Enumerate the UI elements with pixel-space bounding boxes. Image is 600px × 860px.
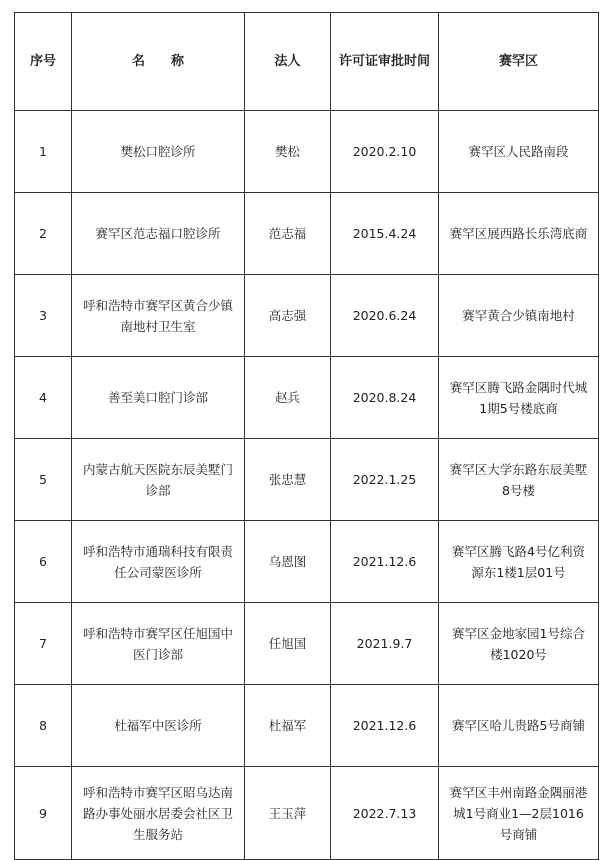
cell-area: 赛罕区腾飞路金隅时代城1期5号楼底商: [439, 357, 599, 439]
cell-area: 赛罕黄合少镇南地村: [439, 275, 599, 357]
cell-name: 善至美口腔门诊部: [72, 357, 245, 439]
cell-no: 8: [15, 685, 72, 767]
table-row: [15, 603, 599, 685]
clinic-registry-table: [14, 12, 599, 860]
cell-no: 1: [15, 111, 72, 193]
cell-date: 2020.2.10: [331, 111, 439, 193]
cell-name: 赛罕区范志福口腔诊所: [72, 193, 245, 275]
header-legal: 法人: [245, 13, 331, 111]
cell-no: 9: [15, 767, 72, 860]
table-row: [15, 439, 599, 521]
cell-legal: 杜福军: [245, 685, 331, 767]
table-row: [15, 111, 599, 193]
cell-no: 6: [15, 521, 72, 603]
cell-area: 赛罕区大学东路东辰美墅8号楼: [439, 439, 599, 521]
cell-date: 2015.4.24: [331, 193, 439, 275]
header-area: 赛罕区: [439, 13, 599, 111]
cell-legal: 张忠慧: [245, 439, 331, 521]
table-header-row: [15, 13, 599, 111]
cell-legal: 高志强: [245, 275, 331, 357]
header-date: 许可证审批时间: [331, 13, 439, 111]
table-row: [15, 357, 599, 439]
table-row: [15, 767, 599, 860]
cell-legal: 王玉萍: [245, 767, 331, 860]
cell-date: 2020.6.24: [331, 275, 439, 357]
cell-area: 赛罕区丰州南路金隅丽港城1号商业1—2层1016号商铺: [439, 767, 599, 860]
cell-area: 赛罕区金地家园1号综合楼1020号: [439, 603, 599, 685]
cell-no: 4: [15, 357, 72, 439]
cell-area: 赛罕区腾飞路4号亿利资源东1楼1层01号: [439, 521, 599, 603]
header-no: 序号: [15, 13, 72, 111]
cell-date: 2022.1.25: [331, 439, 439, 521]
cell-no: 2: [15, 193, 72, 275]
cell-name: 呼和浩特市通瑞科技有限责任公司蒙医诊所: [72, 521, 245, 603]
table-row: [15, 193, 599, 275]
table-row: [15, 521, 599, 603]
cell-area: 赛罕区人民路南段: [439, 111, 599, 193]
cell-date: 2022.7.13: [331, 767, 439, 860]
cell-name: 呼和浩特市赛罕区任旭国中医门诊部: [72, 603, 245, 685]
cell-date: 2021.12.6: [331, 685, 439, 767]
table-row: [15, 685, 599, 767]
cell-name: 呼和浩特市赛罕区昭乌达南路办事处丽水居委会社区卫生服务站: [72, 767, 245, 860]
cell-legal: 乌恩图: [245, 521, 331, 603]
cell-date: 2021.12.6: [331, 521, 439, 603]
cell-area: 赛罕区哈儿贵路5号商铺: [439, 685, 599, 767]
cell-legal: 赵兵: [245, 357, 331, 439]
cell-legal: 樊松: [245, 111, 331, 193]
cell-no: 3: [15, 275, 72, 357]
cell-date: 2020.8.24: [331, 357, 439, 439]
cell-area: 赛罕区展西路长乐湾底商: [439, 193, 599, 275]
cell-date: 2021.9.7: [331, 603, 439, 685]
cell-name: 呼和浩特市赛罕区黄合少镇南地村卫生室: [72, 275, 245, 357]
cell-name: 内蒙古航天医院东辰美墅门诊部: [72, 439, 245, 521]
header-name: 名 称: [72, 13, 245, 111]
cell-legal: 任旭国: [245, 603, 331, 685]
cell-name: 樊松口腔诊所: [72, 111, 245, 193]
cell-name: 杜福军中医诊所: [72, 685, 245, 767]
table-row: [15, 275, 599, 357]
cell-no: 5: [15, 439, 72, 521]
cell-legal: 范志福: [245, 193, 331, 275]
cell-no: 7: [15, 603, 72, 685]
